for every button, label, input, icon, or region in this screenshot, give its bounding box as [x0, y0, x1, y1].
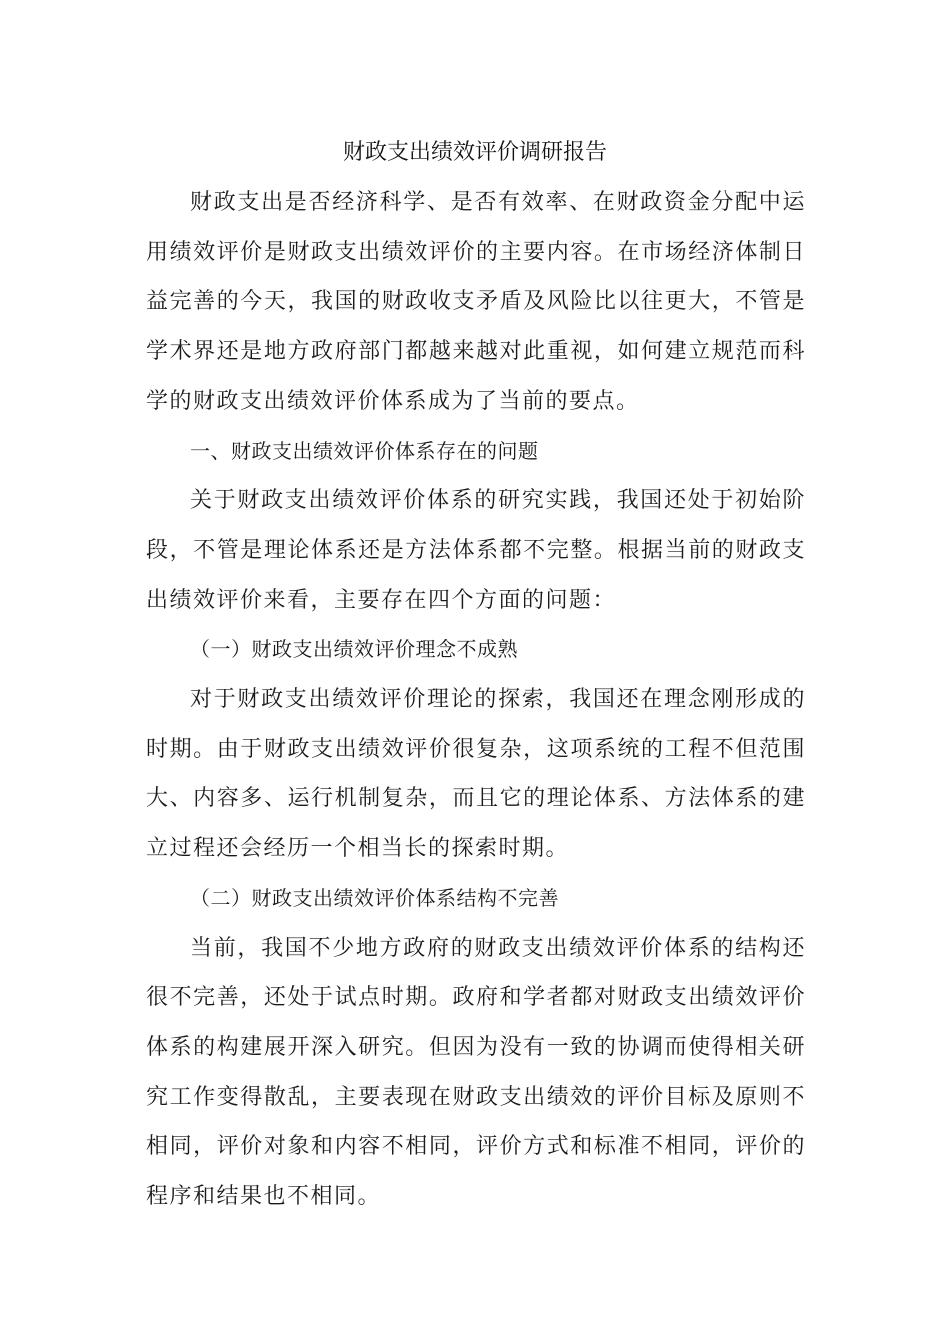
- document-title: 财政支出绩效评价调研报告: [342, 140, 607, 165]
- paragraph-subsection-1: 对于财政支出绩效评价理论的探索，我国还在理念刚形成的时期。由于财政支出绩效评价很复杂，这项系统的工程不但范围大、内容多、运行机制复杂，而且它的理论体系、方法体系的建立过程还会经历一个相当长的探索时期。: [146, 687, 806, 862]
- section-heading-1: 一、财政支出绩效评价体系存在的问题: [190, 438, 539, 463]
- paragraph-intro: 财政支出是否经济科学、是否有效率、在财政资金分配中运用绩效评价是财政支出绩效评价的主要内容。在市场经济体制日益完善的今天，我国的财政收支矛盾及风险比以往更大，不管是学术界还是地方政府部门都越来越对此重视，如何建立规范而科学的财政支出绩效评价体系成为了当前的要点。: [146, 190, 806, 414]
- subsection-heading-2: （二）财政支出绩效评价体系结构不完善: [190, 885, 559, 910]
- document-body: [146, 178, 806, 1222]
- paragraph-subsection-2: 当前，我国不少地方政府的财政支出绩效评价体系的结构还很不完善，还处于试点时期。政府和学者都对财政支出绩效评价体系的构建展开深入研究。但因为没有一致的协调而使得相关研究工作变得散乱，主要表现在财政支出绩效的评价目标及原则不相同，评价对象和内容不相同，评价方式和标准不相同，评价的程序和结果也不相同。: [146, 935, 806, 1210]
- paragraph-section-1: 关于财政支出绩效评价体系的研究实践，我国还处于初始阶段，不管是理论体系还是方法体系都不完整。根据当前的财政支出绩效评价来看，主要存在四个方面的问题：: [146, 488, 806, 613]
- subsection-heading-1: （一）财政支出绩效评价理念不成熟: [190, 637, 518, 662]
